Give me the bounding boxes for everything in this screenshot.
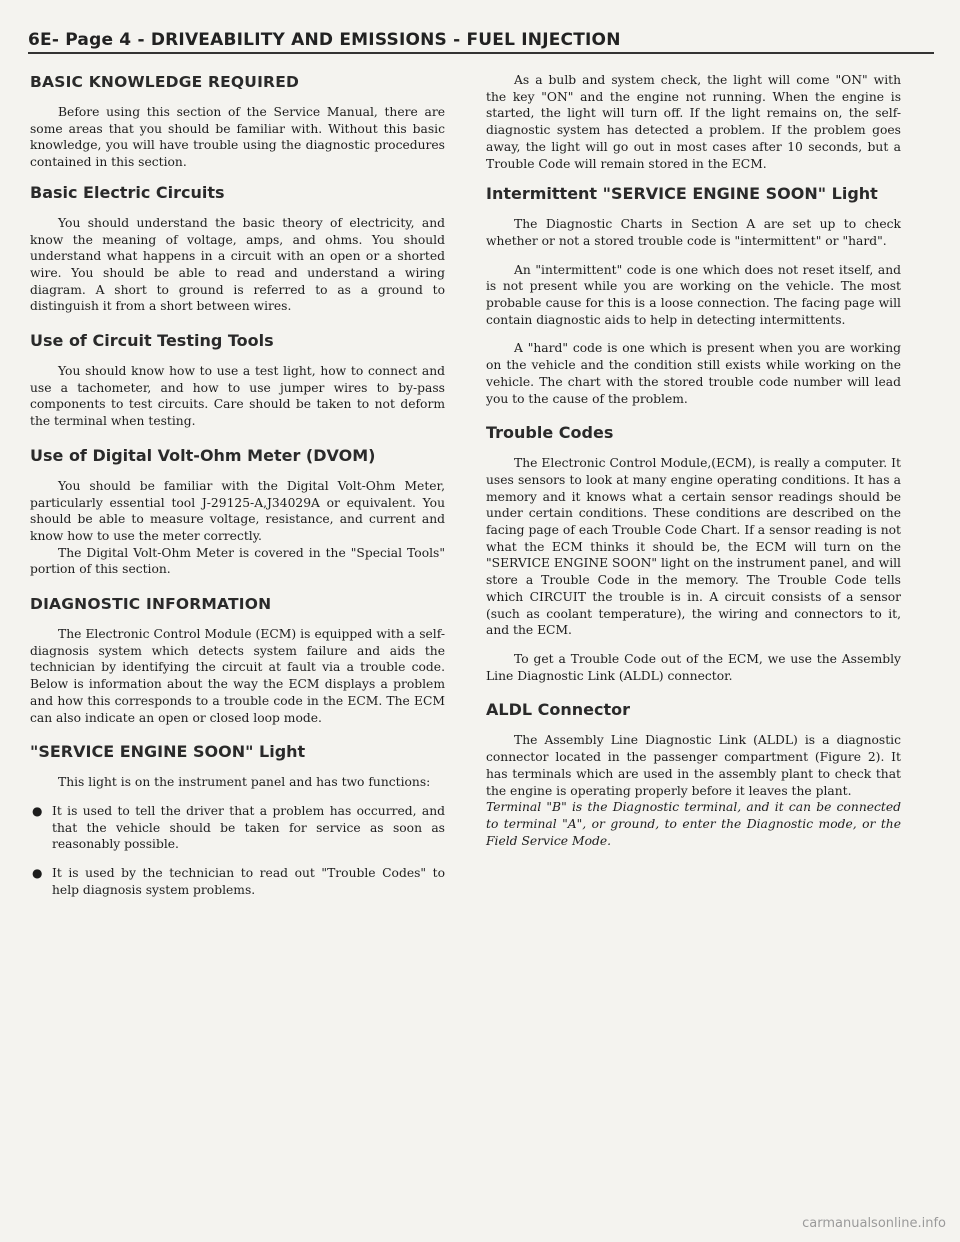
aldl-heading: ALDL Connector [486, 700, 631, 720]
intermittent-paragraph-3: A "hard" code is one which is present when you are working on the vehicle and the condition still exists while working on the vehicle. The chart with the stored trouble code number will lead you to the cause of the problem. [486, 341, 901, 406]
trouble-codes-paragraph-2: To get a Trouble Code out of the ECM, we use the Assembly Line Diagnostic Link (ALDL) connector. [486, 651, 901, 683]
ses-light-paragraph: This light is on the instrument panel and has two functions: [58, 775, 431, 790]
aldl-paragraph-1: The Assembly Line Diagnostic Link (ALDL) is a diagnostic connector located in the passenger compartment (Figure 2). It has terminals which are used in the assembly plant to check that the engine is operating properly before it leaves the plant. [486, 733, 901, 798]
circuit-tools-heading: Use of Circuit Testing Tools [30, 331, 274, 351]
ses-light-heading: "SERVICE ENGINE SOON" Light [30, 742, 306, 762]
ses-function-2: It is used by the technician to read out "Trouble Codes" to help diagnosis system problems. [52, 866, 445, 897]
trouble-codes-heading: Trouble Codes [486, 423, 614, 443]
list-item [30, 865, 445, 898]
header-rule [28, 52, 934, 54]
basic-knowledge-heading: BASIC KNOWLEDGE REQUIRED [30, 73, 300, 91]
intermittent-paragraph-2: An "intermittent" code is one which does not reset itself, and is not present while you are working on the vehicle. The most probable cause for this is a loose connection. The facing page will contain diagnostic aids to help in detecting intermittents. [486, 262, 901, 327]
basic-knowledge-paragraph: Before using this section of the Service Manual, there are some areas that you should be familiar with. Without this basic knowledge, you will have trouble using the diagnostic procedures contained in this section. [30, 105, 445, 170]
circuit-tools-paragraph: You should know how to use a test light, how to connect and use a tachometer, and how to use jumper wires to by-pass components to test circuits. Care should be taken to not deform the terminal when testing. [30, 364, 445, 429]
intermittent-paragraph-1: The Diagnostic Charts in Section A are set up to check whether or not a stored trouble code is "intermittent" or "hard". [486, 217, 901, 248]
left-column [30, 72, 445, 911]
diagnostic-info-heading: DIAGNOSTIC INFORMATION [30, 595, 272, 614]
bulb-check-paragraph: As a bulb and system check, the light will come "ON" with the key "ON" and the engine not running. When the engine is started, the light will turn off. If the light remains on, the self-diagnostic system has detected a problem. If the problem goes away, the light will go out in most cases after 10 seconds, but a Trouble Code will remain stored in the ECM. [486, 73, 901, 171]
bullet-icon: ● [32, 866, 43, 881]
intermittent-heading: Intermittent "SERVICE ENGINE SOON" Light [486, 184, 878, 204]
page-header: 6E- Page 4 - DRIVEABILITY AND EMISSIONS - FUEL INJECTION [28, 30, 621, 50]
diagnostic-info-paragraph: The Electronic Control Module (ECM) is equipped with a self- diagnosis system which detects system failure and aids the technician by identifying the circuit at fault via a trouble code. Below is information about the way the ECM displays a problem and how this corresponds to a trouble code in the ECM. The ECM can also indicate an open or closed loop mode. [30, 627, 445, 725]
dvom-heading: Use of Digital Volt-Ohm Meter (DVOM) [30, 445, 376, 465]
basic-circuits-heading: Basic Electric Circuits [30, 182, 225, 202]
basic-circuits-paragraph: You should understand the basic theory of electricity, and know the meaning of voltage, amps, and ohms. You should understand what happens in a circuit with an open or a shorted wire. You should be able to read and understand a wiring diagram. A short to ground is referred to as a ground to distinguish it from a short between wires. [30, 215, 445, 314]
aldl-paragraph-2: Terminal "B" is the Diagnostic terminal, and it can be connected to terminal "A", or ground, to enter the Diagnostic mode, or the Field Service Mode. [486, 800, 901, 848]
dvom-paragraph-2: The Digital Volt-Ohm Meter is covered in the "Special Tools" portion of this section. [30, 545, 445, 577]
right-column [486, 72, 901, 861]
ses-function-1: It is used to tell the driver that a problem has occurred, and that the vehicle should be taken for service as soon as reasonably possible. [52, 803, 445, 852]
watermark: carmanualsonline.info [802, 1216, 946, 1231]
bullet-icon: ● [32, 803, 43, 818]
trouble-codes-paragraph-1: The Electronic Control Module,(ECM), is really a computer. It uses sensors to look at many engine operating conditions. It has a memory and it knows what a certain sensor readings should be under certain conditions. These conditions are described on the facing page of each Trouble Code Chart. If a sensor reading is not what the ECM thinks it should be, the ECM will turn on the "SERVICE ENGINE SOON" light on the instrument panel, and will store a Trouble Code in the memory. The Trouble Code tells which CIRCUIT the trouble is in. A circuit consists of a sensor (such as coolant temperature), the wiring and connectors to it, and the ECM. [486, 456, 901, 638]
ses-functions-list [30, 803, 445, 899]
dvom-paragraph-1: You should be familiar with the Digital Volt-Ohm Meter, particularly essential tool J-29125-A,J34029A or equivalent. You should be able to measure voltage, resistance, and current and know how to use the meter correctly. [30, 478, 445, 543]
list-item [30, 803, 445, 853]
